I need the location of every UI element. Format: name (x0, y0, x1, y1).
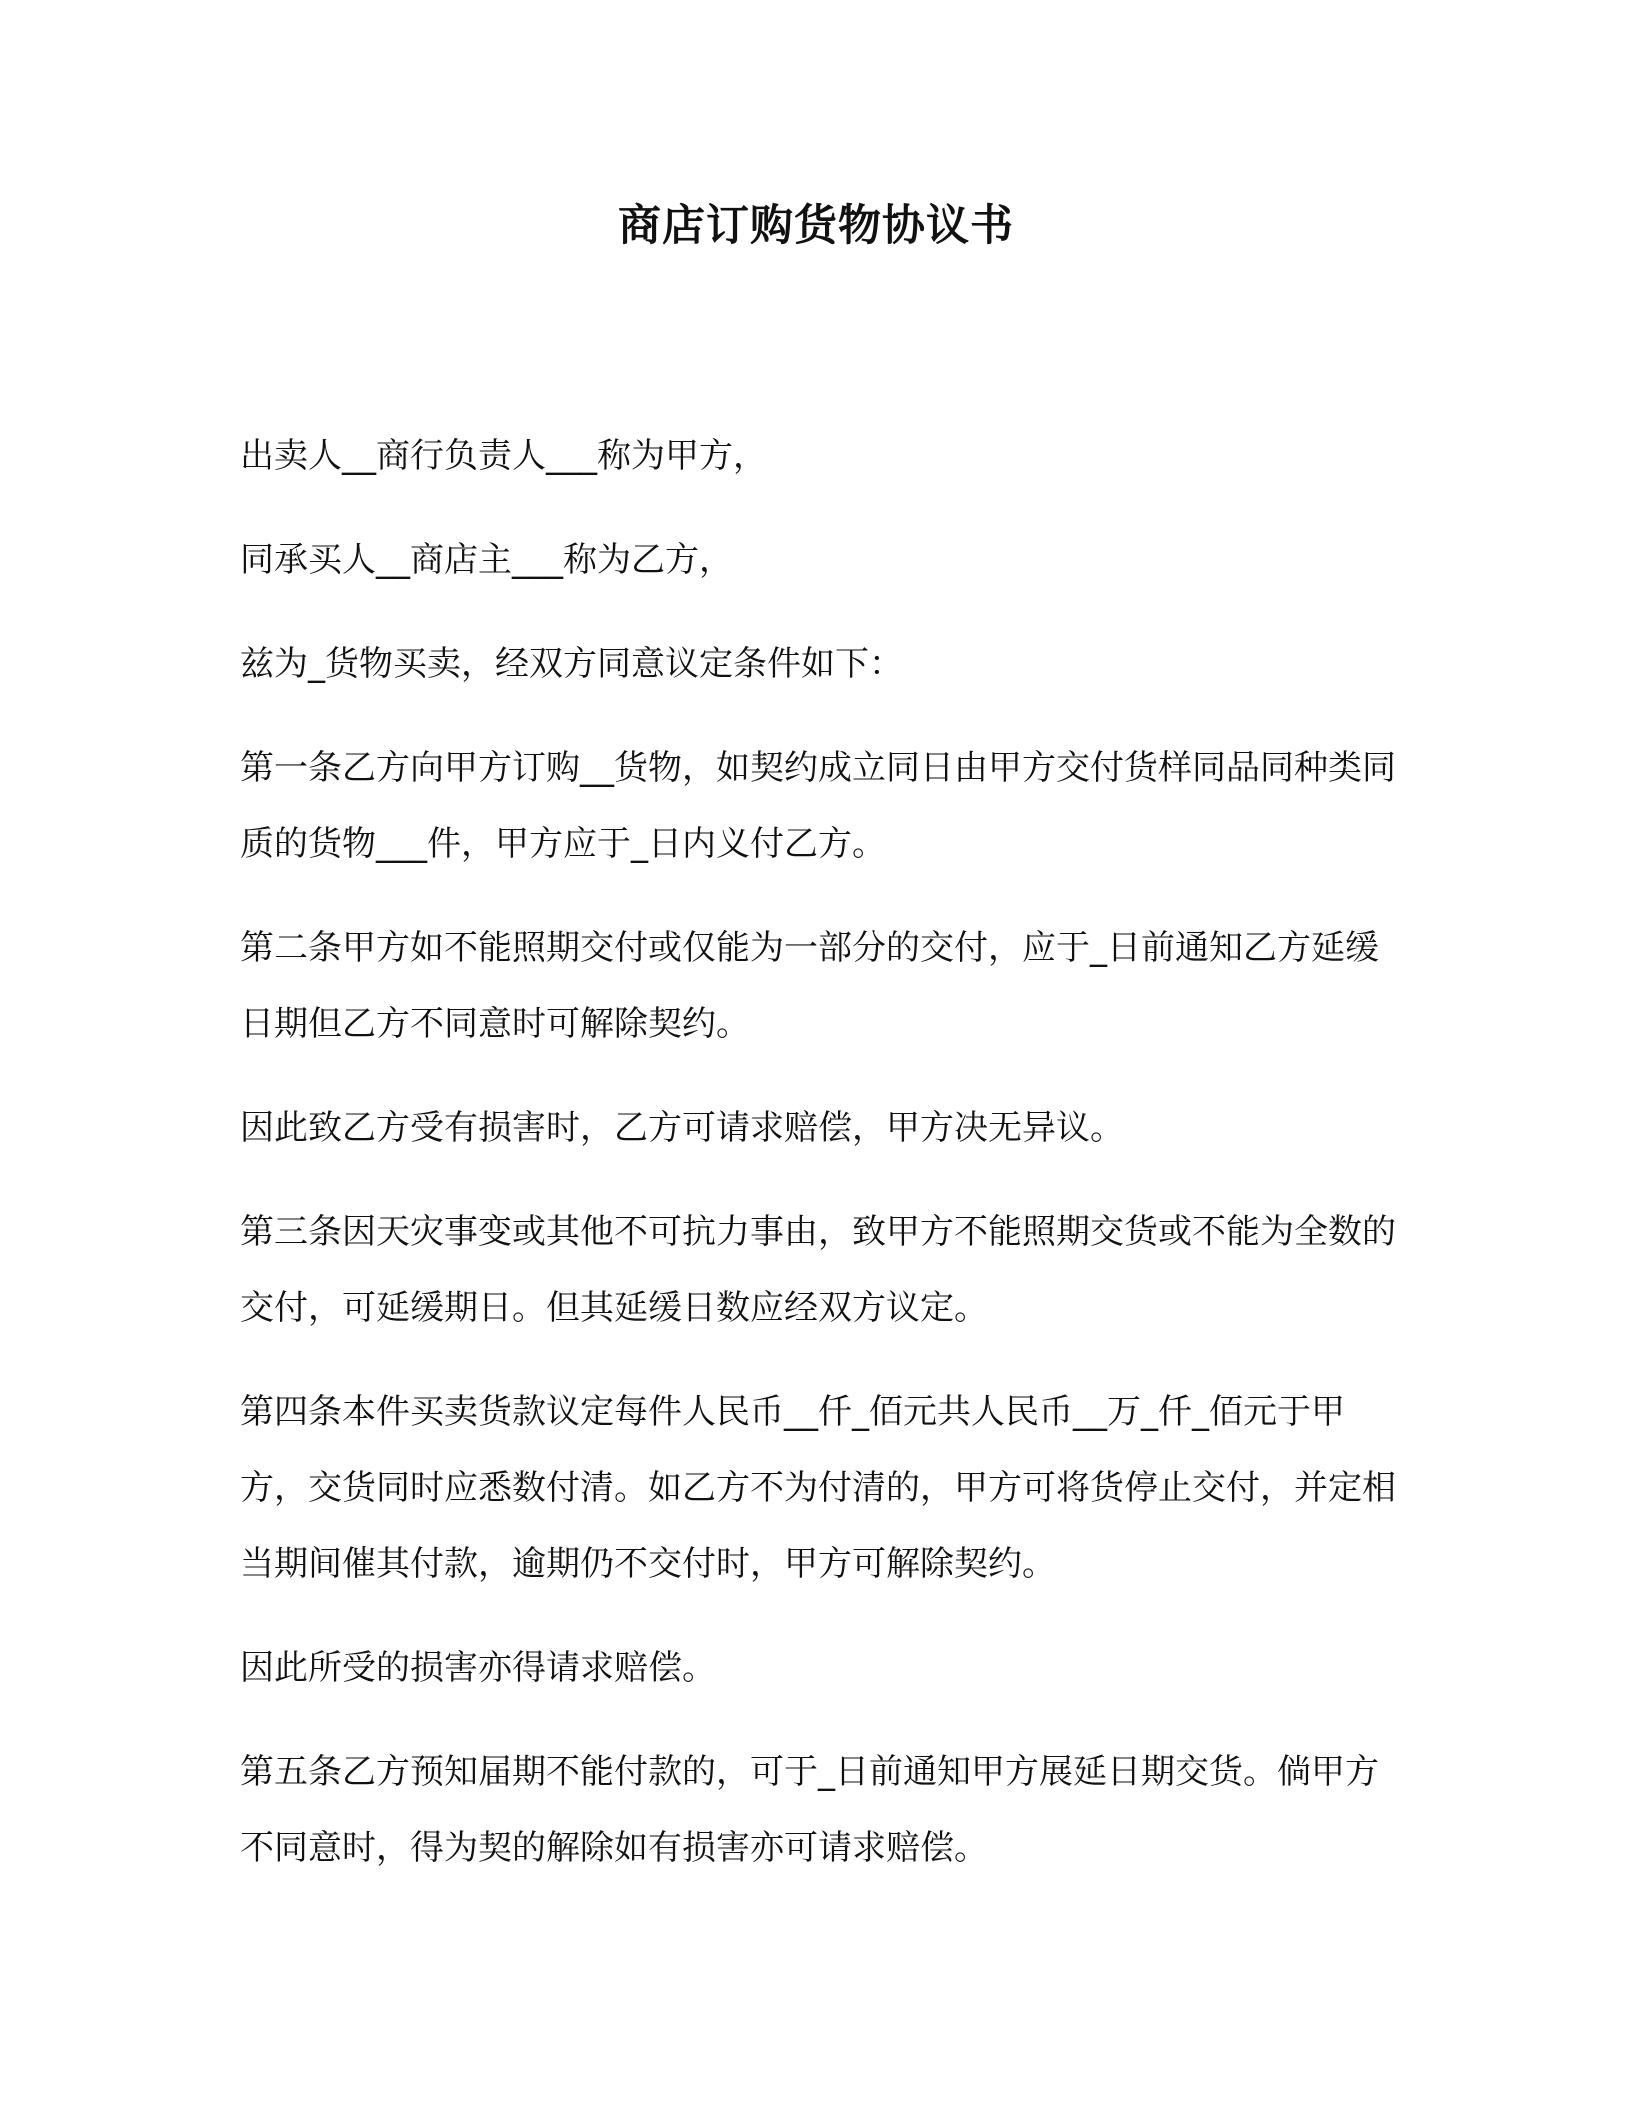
paragraph-article-2: 第二条甲方如不能照期交付或仅能为一部分的交付，应于_日前通知乙方延缓日期但乙方不同意时可解除契约。 (240, 928, 1379, 1044)
paragraph-article-2-damages: 因此致乙方受有损害时，乙方可请求赔偿，甲方决无异议。 (240, 1108, 1124, 1148)
document-title: 商店订购货物协议书 (618, 201, 1014, 251)
document-body (240, 418, 1410, 1914)
paragraph-intro: 兹为_货物买卖，经双方同意议定条件如下： (240, 644, 903, 684)
paragraph-article-3: 第三条因天灾事变或其他不可抗力事由，致甲方不能照期交货或不能为全数的交付，可延缓期日。但其延缓日数应经双方议定。 (240, 1212, 1396, 1328)
paragraph-article-1: 第一条乙方向甲方订购__货物，如契约成立同日由甲方交付货样同品同种类同质的货物___件，甲方应于_日内义付乙方。 (240, 748, 1396, 864)
paragraph-buyer: 同承买人__商店主___称为乙方， (240, 540, 733, 580)
paragraph-article-5: 第五条乙方预知届期不能付款的，可于_日前通知甲方展延日期交货。倘甲方不同意时，得为契的解除如有损害亦可请求赔偿。 (240, 1752, 1379, 1868)
paragraph-seller: 出卖人__商行负责人___称为甲方， (240, 436, 767, 476)
paragraph-article-4-damages: 因此所受的损害亦得请求赔偿。 (240, 1648, 716, 1688)
paragraph-article-4: 第四条本件买卖货款议定每件人民币__仟_佰元共人民币__万_仟_佰元于甲方，交货同时应悉数付清。如乙方不为付清的，甲方可将货停止交付，并定相当期间催其付款，逾期仍不交付时，甲方可解除契约。 (240, 1392, 1396, 1584)
